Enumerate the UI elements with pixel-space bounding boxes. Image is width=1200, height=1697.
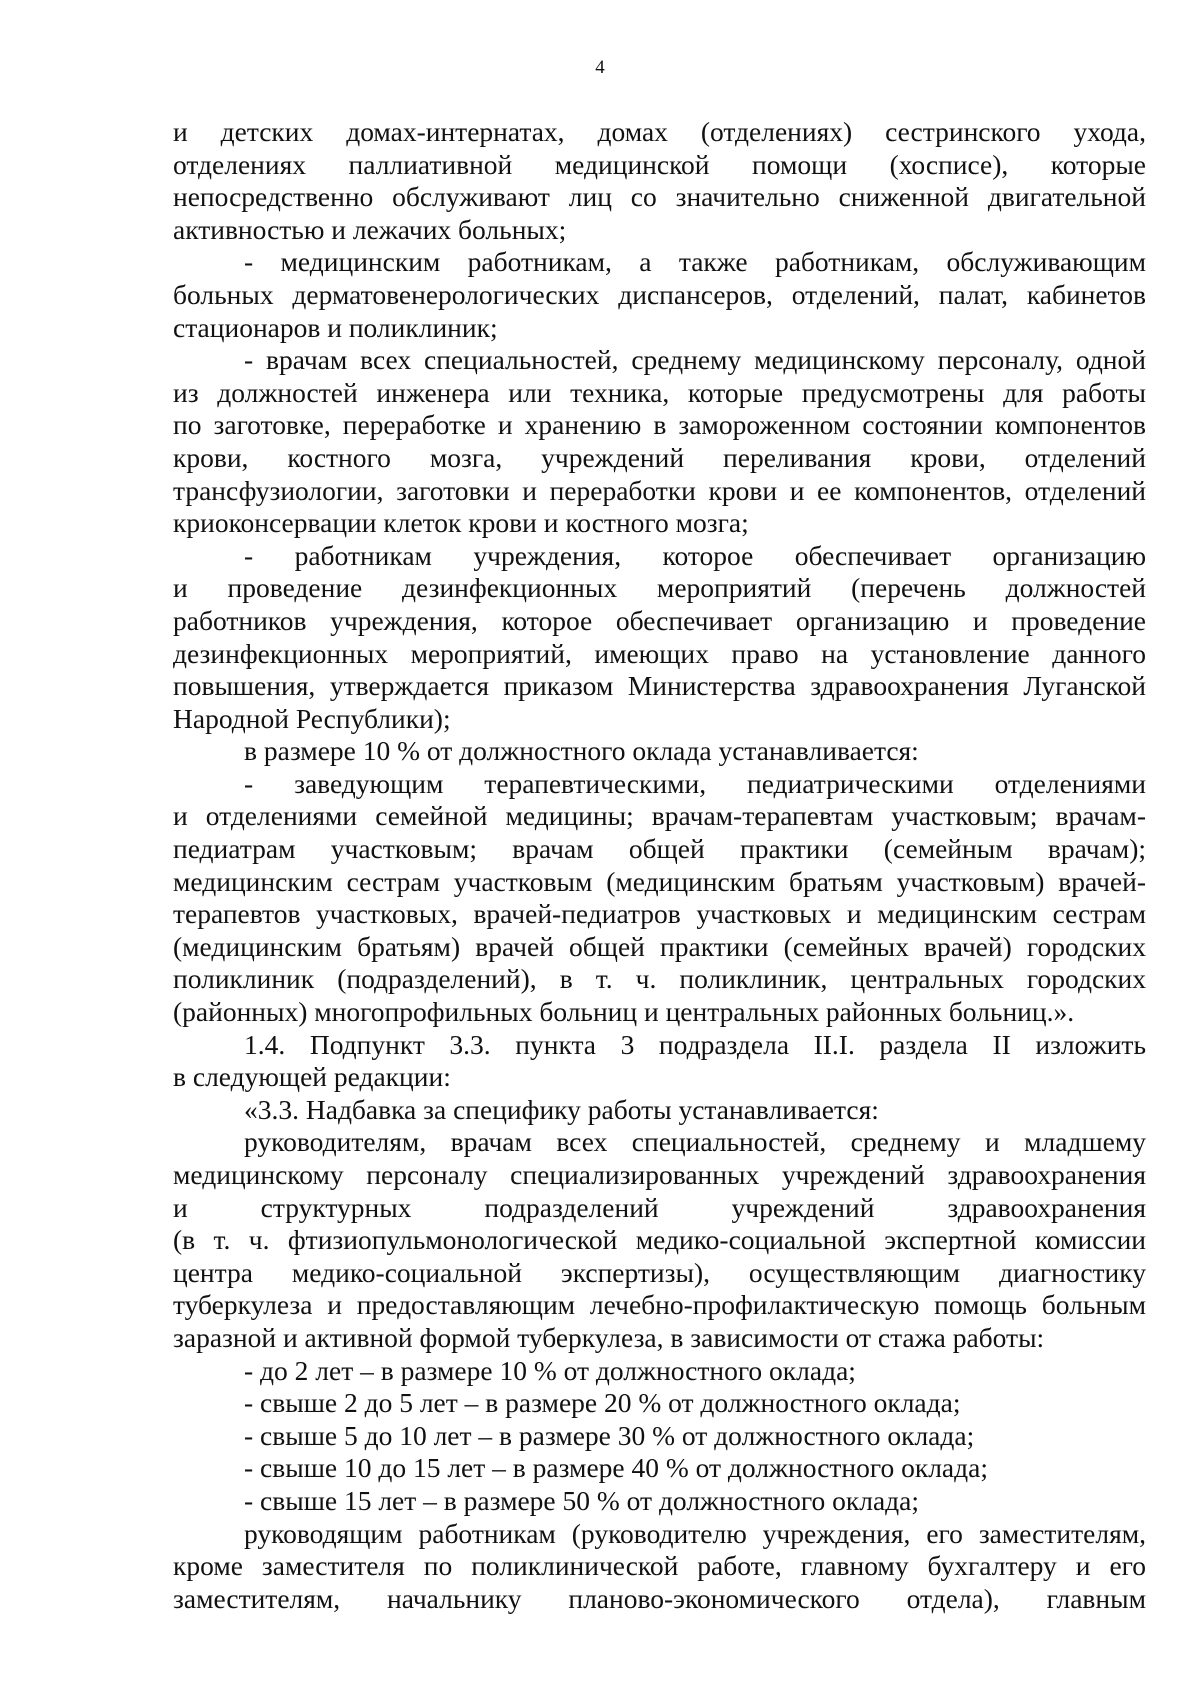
text-line: «3.3. Надбавка за специфику работы устанавливается: <box>244 1093 879 1125</box>
text-line: больных дерматовенерологических диспансеров, отделений, палат, кабинетов <box>173 278 1146 310</box>
text-line: непосредственно обслуживают лиц со значительно сниженной двигательной <box>173 181 1146 213</box>
paragraph <box>173 1420 1146 1453</box>
paragraph <box>173 116 1146 246</box>
text-line: кроме заместителя по поликлинической работе, главному бухгалтеру и его <box>173 1550 1146 1582</box>
text-line: туберкулеза и предоставляющим лечебно-профилактическую помощь больным <box>173 1289 1146 1321</box>
text-line: (районных) многопрофильных больниц и центральных районных больниц.». <box>173 996 1075 1028</box>
text-line: крови, костного мозга, учреждений переливания крови, отделений <box>173 441 1146 473</box>
text-line: в следующей редакции: <box>173 1061 451 1093</box>
paragraph <box>173 1355 1146 1388</box>
text-line: - до 2 лет – в размере 10 % от должностного оклада; <box>244 1354 856 1386</box>
text-line: центра медико-социальной экспертизы), осуществляющим диагностику <box>173 1256 1146 1288</box>
paragraph <box>173 768 1146 1029</box>
text-line: заразной и активной формой туберкулеза, в зависимости от стажа работы: <box>173 1321 1045 1353</box>
text-line: - свыше 10 до 15 лет – в размере 40 % от должностного оклада; <box>244 1452 988 1484</box>
text-line: педиатрам участковым; врачам общей практики (семейным врачам); <box>173 833 1146 865</box>
paragraph <box>173 1029 1146 1094</box>
text-line: - свыше 5 до 10 лет – в размере 30 % от должностного оклада; <box>244 1419 975 1451</box>
text-line: повышения, утверждается приказом Министерства здравоохранения Луганской <box>173 670 1146 702</box>
page-number: 4 <box>595 57 605 78</box>
paragraph <box>173 1094 1146 1127</box>
text-line: - свыше 2 до 5 лет – в размере 20 % от должностного оклада; <box>244 1387 961 1419</box>
text-line: терапевтов участковых, врачей-педиатров участковых и медицинским сестрам <box>173 898 1146 930</box>
text-line: в размере 10 % от должностного оклада устанавливается: <box>244 735 919 767</box>
text-line: руководителям, врачам всех специальностей, среднему и младшему <box>244 1126 1146 1158</box>
text-line: и структурных подразделений учреждений здравоохранения <box>173 1191 1146 1223</box>
text-line: 1.4. Подпункт 3.3. пункта 3 подраздела II.I. раздела II изложить <box>244 1028 1146 1060</box>
paragraph <box>173 1485 1146 1518</box>
paragraph <box>173 735 1146 768</box>
text-line: медицинским сестрам участковым (медицинским братьям участковым) врачей- <box>173 865 1146 897</box>
text-line: (медицинским братьям) врачей общей практики (семейных врачей) городских <box>173 930 1146 962</box>
text-line: заместителям, начальнику планово-экономического отдела), главным <box>173 1582 1146 1614</box>
text-line: поликлиник (подразделений), в т. ч. поликлиник, центральных городских <box>173 963 1146 995</box>
text-line: (в т. ч. фтизиопульмонологической медико-социальной экспертной комиссии <box>173 1224 1146 1256</box>
text-line: Народной Республики); <box>173 702 451 734</box>
paragraph <box>173 1518 1146 1616</box>
text-line: криоконсервации клеток крови и костного мозга; <box>173 507 749 539</box>
text-line: дезинфекционных мероприятий, имеющих право на установление данного <box>173 637 1146 669</box>
text-line: медицинскому персоналу специализированных учреждений здравоохранения <box>173 1159 1146 1190</box>
text-line: - свыше 15 лет – в размере 50 % от должностного оклада; <box>244 1484 919 1516</box>
text-line: - медицинским работникам, а также работникам, обслуживающим <box>244 246 1146 278</box>
text-line: и проведение дезинфекционных мероприятий (перечень должностей <box>173 572 1146 604</box>
text-line: стационаров и поликлиник; <box>173 311 498 343</box>
text-line: отделениях паллиативной медицинской помощи (хосписе), которые <box>173 148 1146 180</box>
text-line: - врачам всех специальностей, среднему медицинскому персоналу, одной <box>244 344 1146 376</box>
text-line: - заведующим терапевтическими, педиатрическими отделениями <box>244 767 1146 799</box>
text-line: и детских домах-интернатах, домах (отделениях) сестринского ухода, <box>173 116 1146 147</box>
paragraph <box>173 1126 1146 1354</box>
text-line: - работникам учреждения, которое обеспечивает организацию <box>244 539 1146 571</box>
paragraph <box>173 540 1146 736</box>
paragraph <box>173 1452 1146 1485</box>
paragraph <box>173 246 1146 344</box>
text-line: активностью и лежачих больных; <box>173 213 567 245</box>
paragraph <box>173 344 1146 540</box>
paragraph <box>173 1387 1146 1420</box>
text-line: по заготовке, переработке и хранению в замороженном состоянии компонентов <box>173 409 1146 441</box>
document-body <box>173 116 1146 1615</box>
text-line: работников учреждения, которое обеспечивает организацию и проведение <box>173 604 1146 636</box>
text-line: и отделениями семейной медицины; врачам-терапевтам участковым; врачам- <box>173 800 1146 832</box>
text-line: руководящим работникам (руководителю учреждения, его заместителям, <box>244 1517 1146 1549</box>
text-line: из должностей инженера или техника, которые предусмотрены для работы <box>173 376 1146 408</box>
text-line: трансфузиологии, заготовки и переработки крови и ее компонентов, отделений <box>173 474 1146 506</box>
